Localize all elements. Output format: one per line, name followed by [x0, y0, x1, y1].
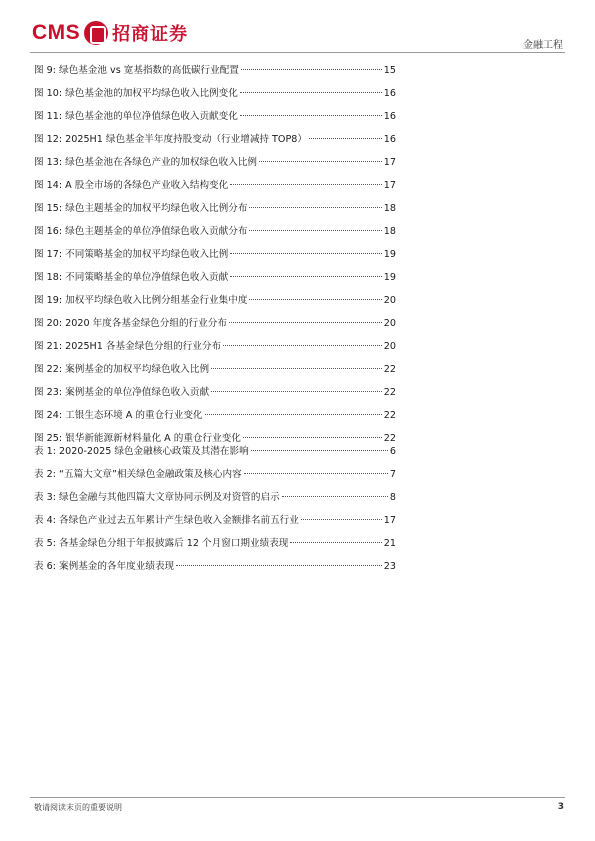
- logo-text-cn: 招商证券: [112, 24, 189, 45]
- table-entry-label: 表 4: 各绿色产业过去五年累计产生绿色收入金额排名前五行业: [34, 515, 299, 526]
- figure-entry-page: 16: [383, 134, 396, 145]
- table-entry[interactable]: [34, 512, 396, 535]
- figure-entry[interactable]: [34, 361, 396, 384]
- table-entry[interactable]: [34, 558, 396, 581]
- page-number: 3: [557, 802, 564, 812]
- table-entry-page: 7: [389, 469, 396, 480]
- table-entry-label: 表 3: 绿色金融与其他四篇大文章协同示例及对资管的启示: [34, 492, 280, 503]
- dot-leader: [205, 414, 382, 415]
- figure-entry-page: 19: [383, 272, 396, 283]
- figure-entry-page: 22: [383, 433, 396, 444]
- figure-entry[interactable]: [34, 384, 396, 407]
- figure-entry-label: 图 25: 银华新能源新材料量化 A 的重仓行业变化: [34, 433, 241, 444]
- figure-entry[interactable]: [34, 292, 396, 315]
- page-header: [30, 14, 565, 54]
- footer-notice: 敬请阅读末页的重要说明: [34, 803, 122, 812]
- table-entry-label: 表 2: “五篇大文章”相关绿色金融政策及核心内容: [34, 469, 242, 480]
- dot-leader: [240, 92, 382, 93]
- figure-entry-label: 图 16: 绿色主题基金的单位净值绿色收入贡献分布: [34, 226, 248, 237]
- dot-leader: [240, 115, 382, 116]
- table-list: [34, 443, 396, 581]
- figure-list: [34, 62, 396, 453]
- figure-entry-label: 图 23: 案例基金的单位净值绿色收入贡献: [34, 387, 210, 398]
- dot-leader: [230, 184, 382, 185]
- figure-entry-label: 图 9: 绿色基金池 vs 宽基指数的高低碳行业配置: [34, 65, 239, 76]
- table-entry-page: 21: [383, 538, 396, 549]
- figure-entry-page: 18: [383, 226, 396, 237]
- table-entry[interactable]: [34, 535, 396, 558]
- company-logo: [32, 18, 188, 48]
- figure-entry-label: 图 21: 2025H1 各基金绿色分组的行业分布: [34, 341, 222, 352]
- table-entry-label: 表 1: 2020-2025 绿色金融核心政策及其潜在影响: [34, 446, 249, 457]
- figure-entry-label: 图 13: 绿色基金池在各绿色产业的加权绿色收入比例: [34, 157, 258, 168]
- figure-entry[interactable]: [34, 407, 396, 430]
- logo-text-latin: CMS: [32, 21, 81, 44]
- dot-leader: [259, 161, 382, 162]
- dot-leader: [309, 138, 382, 139]
- table-entry-page: 8: [389, 492, 396, 503]
- dot-leader: [251, 450, 388, 451]
- figure-entry-page: 17: [383, 180, 396, 191]
- figure-entry-page: 17: [383, 157, 396, 168]
- figure-entry-page: 15: [383, 65, 396, 76]
- dot-leader: [243, 437, 382, 438]
- figure-entry[interactable]: [34, 269, 396, 292]
- figure-entry-label: 图 19: 加权平均绿色收入比例分组基金行业集中度: [34, 295, 248, 306]
- dot-leader: [290, 542, 381, 543]
- figure-entry-label: 图 22: 案例基金的加权平均绿色收入比例: [34, 364, 210, 375]
- dot-leader: [176, 565, 382, 566]
- table-entry-page: 17: [383, 515, 396, 526]
- table-entry[interactable]: [34, 489, 396, 512]
- table-entry-page: 6: [389, 446, 396, 457]
- figure-entry-page: 20: [383, 341, 396, 352]
- header-divider: [30, 52, 565, 53]
- table-entry-label: 表 5: 各基金绿色分组于年报披露后 12 个月窗口期业绩表现: [34, 538, 289, 549]
- figure-entry[interactable]: [34, 131, 396, 154]
- dot-leader: [229, 322, 382, 323]
- dot-leader: [249, 299, 381, 300]
- figure-entry-label: 图 12: 2025H1 绿色基金半年度持股变动（行业增减持 TOP8）: [34, 134, 307, 145]
- dot-leader: [230, 253, 382, 254]
- logo-seal-icon: [84, 21, 108, 45]
- figure-entry-label: 图 17: 不同策略基金的加权平均绿色收入比例: [34, 249, 229, 260]
- figure-entry-page: 22: [383, 364, 396, 375]
- figure-entry-label: 图 10: 绿色基金池的加权平均绿色收入比例变化: [34, 88, 238, 99]
- dot-leader: [282, 496, 388, 497]
- figure-entry[interactable]: [34, 85, 396, 108]
- table-entry-page: 23: [383, 561, 396, 572]
- figure-entry[interactable]: [34, 108, 396, 131]
- footer-divider: [30, 797, 565, 798]
- figure-entry[interactable]: [34, 154, 396, 177]
- figure-entry-page: 16: [383, 88, 396, 99]
- table-entry[interactable]: [34, 466, 396, 489]
- section-title: 金融工程: [523, 40, 563, 51]
- dot-leader: [211, 391, 382, 392]
- figure-entry[interactable]: [34, 223, 396, 246]
- figure-entry-label: 图 18: 不同策略基金的单位净值绿色收入贡献: [34, 272, 229, 283]
- figure-entry-page: 20: [383, 295, 396, 306]
- dot-leader: [249, 230, 381, 231]
- figure-entry-page: 22: [383, 410, 396, 421]
- table-entry-label: 表 6: 案例基金的各年度业绩表现: [34, 561, 175, 572]
- dot-leader: [223, 345, 382, 346]
- dot-leader: [301, 519, 382, 520]
- figure-entry-page: 16: [383, 111, 396, 122]
- figure-entry-label: 图 20: 2020 年度各基金绿色分组的行业分布: [34, 318, 227, 329]
- dot-leader: [230, 276, 382, 277]
- figure-entry[interactable]: [34, 62, 396, 85]
- figure-entry-page: 19: [383, 249, 396, 260]
- figure-entry-label: 图 15: 绿色主题基金的加权平均绿色收入比例分布: [34, 203, 248, 214]
- figure-entry-page: 22: [383, 387, 396, 398]
- figure-entry[interactable]: [34, 177, 396, 200]
- figure-entry-label: 图 11: 绿色基金池的单位净值绿色收入贡献变化: [34, 111, 238, 122]
- figure-entry-label: 图 14: A 股全市场的各绿色产业收入结构变化: [34, 180, 229, 191]
- dot-leader: [244, 473, 388, 474]
- figure-entry-label: 图 24: 工银生态环境 A 的重仓行业变化: [34, 410, 203, 421]
- figure-entry[interactable]: [34, 200, 396, 223]
- figure-entry-page: 20: [383, 318, 396, 329]
- figure-entry[interactable]: [34, 246, 396, 269]
- figure-entry[interactable]: [34, 338, 396, 361]
- table-entry[interactable]: [34, 443, 396, 466]
- dot-leader: [241, 69, 382, 70]
- figure-entry[interactable]: [34, 315, 396, 338]
- dot-leader: [249, 207, 381, 208]
- figure-entry-page: 18: [383, 203, 396, 214]
- dot-leader: [211, 368, 382, 369]
